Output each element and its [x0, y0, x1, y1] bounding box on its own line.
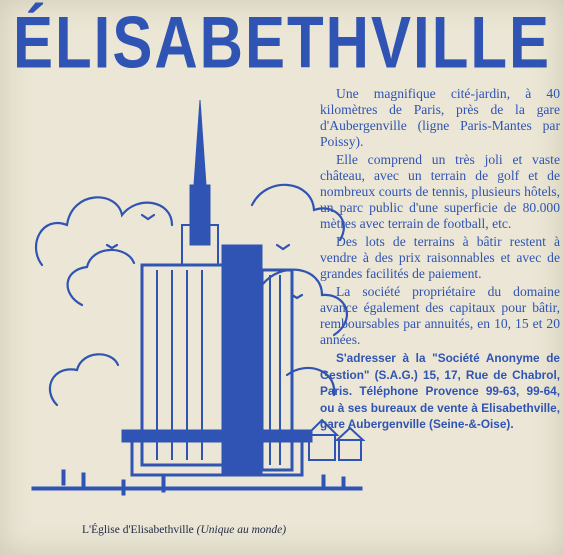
paragraph: Des lots de terrains à bâtir restent à vendre à des prix raisonnables et avec de grandes facilités de paiement.	[320, 234, 560, 281]
caption-note: (Unique au monde)	[196, 524, 287, 536]
illustration-caption	[82, 524, 286, 536]
poster-title: ÉLISABETHVILLE	[12, 1, 552, 84]
caption-text: L'Église d'Elisabethville	[82, 524, 194, 536]
contact-paragraph: S'adresser à la "Société Anonyme de Gestion" (S.A.G.) 15, 17, Rue de Chabrol, Paris. Téléphone Provence 99-63, 99-64, ou à ses bureaux de vente à Elisabethville, gare Aubergenville (Seine-&-Oise).	[320, 351, 560, 431]
paragraph: Une magnifique cité-jardin, à 40 kilomètres de Paris, près de la gare d'Aubergenville (ligne Paris-Mantes par Poissy).	[320, 86, 560, 149]
paragraph: La société propriétaire du domaine avance également des capitaux pour bâtir, remboursables par annuités, en 10, 15 et 20 années.	[320, 284, 560, 347]
paragraph: Elle comprend un très joli et vaste château, avec un terrain de golf et de nombreux courts de tennis, plusieurs hôtels, un parc public d'une superficie de 80.000 mètres avec terrain de football, etc.	[320, 152, 560, 231]
body-text	[320, 86, 560, 435]
